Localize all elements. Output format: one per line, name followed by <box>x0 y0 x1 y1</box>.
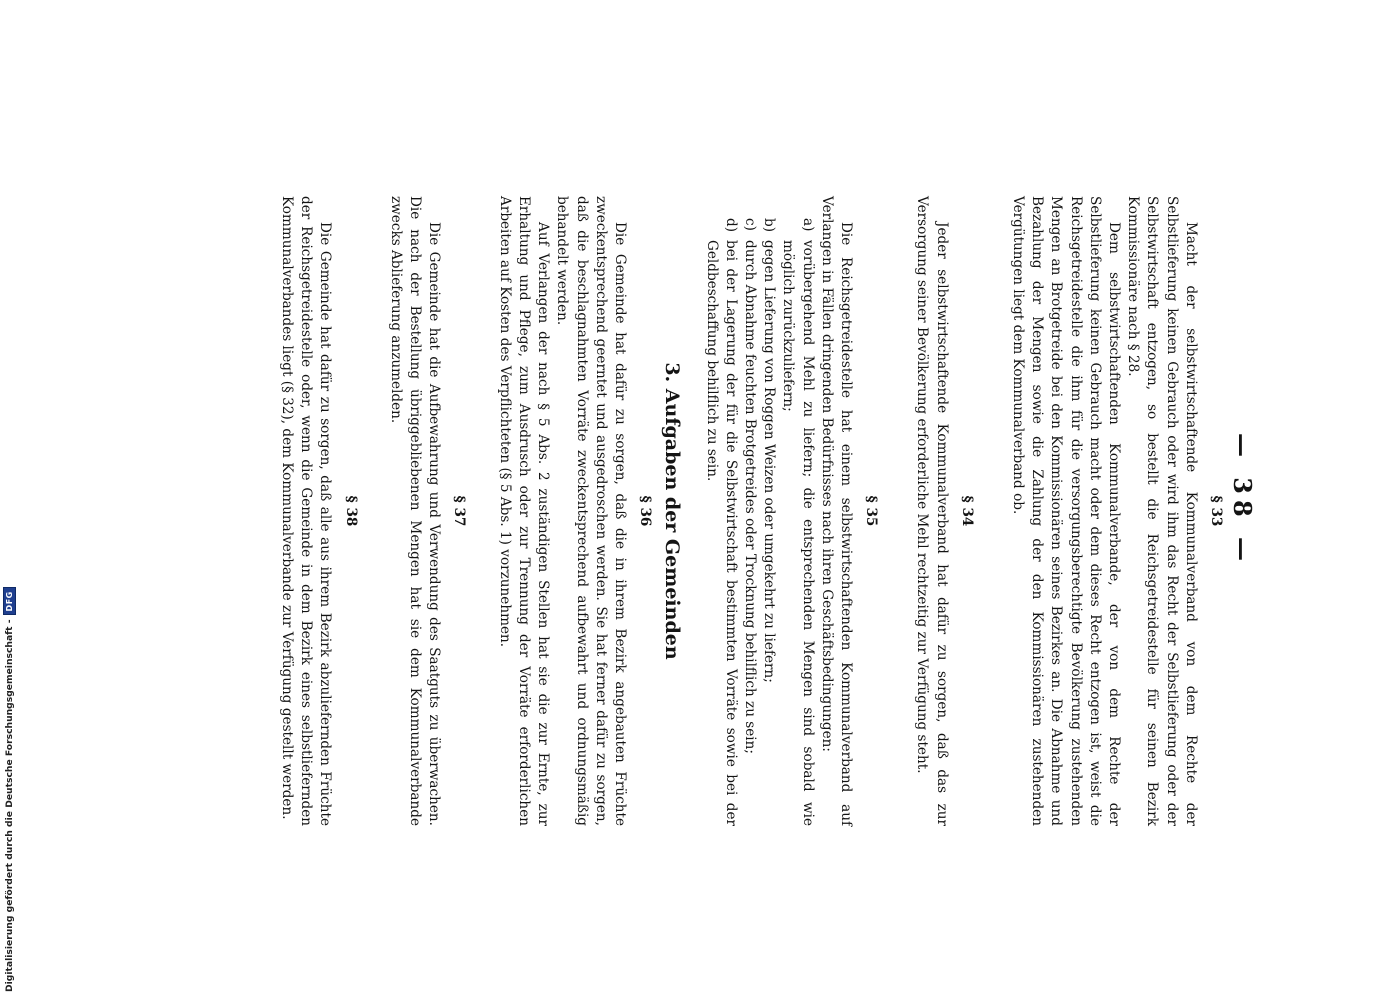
section-heading-33: § 33 <box>1208 495 1224 527</box>
digitization-credit <box>2 591 16 992</box>
paragraph: Die Gemeinde hat dafür zu sorgen, daß alle aus ihrem Bezirk abzuliefernden Früchte der Reichsgetreidestelle oder, wenn die Gemeinde in dem Bezirk eines selbstliefernden Kommunalverbandes liegt (§ 32), dem Kommunalverbande zur Verfügung gestellt werden. <box>279 196 334 826</box>
list-item-letter: a) <box>799 218 816 232</box>
list-item-text: gegen Lieferung von Roggen Weizen oder umgekehrt zu liefern; <box>761 240 778 683</box>
list-item <box>740 218 759 826</box>
list-item <box>701 218 739 826</box>
section-heading-36: § 36 <box>637 495 654 527</box>
list-item <box>778 218 816 826</box>
page-number: — 38 — <box>1228 432 1257 568</box>
paragraph: Die Reichsgetreidestelle hat einem selbstwirtschaftenden Kommunalverband auf Verlangen in Fällen dringenden Bedürfnisses nach ihren Geschäftsbedingungen: <box>818 196 854 826</box>
list-item-letter: b) <box>761 218 778 233</box>
list-item-letter: d) <box>722 218 739 233</box>
list-item-letter: c) <box>741 218 758 231</box>
paragraph: Dem selbstwirtschaftenden Kommunalverbande, der von dem Rechte der Selbstlieferung keinen Gebrauch macht oder dem dieses Recht entzogen ist, weist die Reichsgetreidestelle die ihm für die versorgungsberechtigte Bevölkerung zustehenden Mengen an Brotgetreide bei den Kommissionären seines Bezirkes an. Die Abnahme und Bezahlung der Mengen sowie die Zahlung der den Kommissionären zustehenden Vergütungen liegt dem Kommunalverband ob. <box>1009 196 1122 826</box>
list-item <box>759 218 778 826</box>
digitization-credit-text <box>2 591 16 992</box>
chapter-title: 3. Aufgaben der Gemeinden <box>661 362 684 660</box>
section-heading-38: § 38 <box>342 495 359 527</box>
list-item-text: vorübergehend Mehl zu liefern; die entsprechenden Mengen sind sobald wie möglich zurückzuliefern; <box>780 240 816 826</box>
dfg-logo: DFG <box>3 587 16 615</box>
section-heading-37: § 37 <box>451 495 468 527</box>
section-heading-35: § 35 <box>863 495 880 527</box>
paragraph: Auf Verlangen der nach § 5 Abs. 2 zuständigen Stellen hat sie die zur Ernte, zur Erhaltung und Pflege, zum Ausdrusch oder zur Trennung der Vorräte erforderlichen Arbeiten auf Kosten des Verpflichteten (§ 5 Abs. 1) vorzunehmen. <box>496 196 552 826</box>
credit-label: Digitalisierung gefördert durch die Deutsche Forschungsgemeinschaft - <box>3 619 15 992</box>
list-item-text: bei der Lagerung der für die Selbstwirtschaft bestimmten Vorräte sowie bei der Geldbeschaffung behilflich zu sein. <box>703 240 739 826</box>
paragraph: Jeder selbstwirtschaftende Kommunalverband hat dafür zu sorgen, daß das zur Versorgung seiner Bevölkerung erforderliche Mehl rechtzeitig zur Verfügung steht. <box>914 196 950 826</box>
paragraph: Die Gemeinde hat dafür zu sorgen, daß die in ihrem Bezirk angebauten Früchte zweckentsprechend geerntet und ausgedroschen werden. Sie hat ferner dafür zu sorgen, daß die beschlagnahmten Vorräte zweckentsprechend aufbewahrt und ordnungsmäßig behandelt werden. <box>554 196 628 826</box>
paragraph: Macht der selbstwirtschaftende Kommunalverband von dem Rechte der Selbstlieferung keinen Gebrauch oder wird ihm das Recht der Selbstlieferung oder der Selbstwirtschaft entzogen, so bestellt die Reichsgetreidestelle für seinen Bezirk Kommissionäre nach § 28. <box>1125 196 1199 826</box>
section-heading-34: § 34 <box>958 495 975 527</box>
list-item-text: durch Abnahme feuchten Brotgetreides oder Trocknung behilflich zu sein; <box>741 240 758 754</box>
page-content <box>277 196 1233 826</box>
paragraph: Die Gemeinde hat die Aufbewahrung und Verwendung des Saatguts zu überwachen. Die nach der Bestellung übriggebliebenen Mengen hat sie dem Kommunalverbande zwecks Ablieferung anzumelden. <box>387 196 443 826</box>
